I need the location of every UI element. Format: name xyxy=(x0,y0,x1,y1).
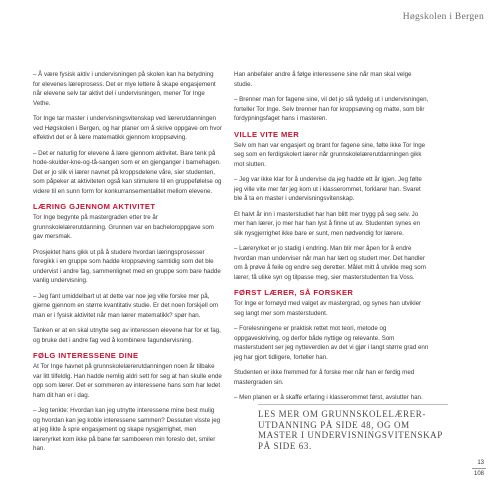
body-paragraph: Selv om han var engasjert og brant for fagene sine, følte ikke Tor Inge seg som en ferdigskolert lærer når grunnskolelærerutdanningen gikk mot slutten. xyxy=(234,141,426,168)
body-paragraph: – Jeg var ikke klar for å undervise da jeg hadde ett år igjen. Jeg følte jeg ville vite mer før jeg kom ut i klasserommet, forklarer han. Svaret ble å ta en master i undervisningsvitenskap. xyxy=(234,176,422,202)
body-paragraph: – Brenner man for fagene sine, vil det jo slå tydelig ut i undervisningen, forteller Tor Inge. Selv brenner han for kroppsøving og matte, som blir fordypningsfaget hans i masteren. xyxy=(234,96,429,122)
body-paragraph: Et halvt år inn i masterstudiet har han blitt mer trygg på seg selv. Jo mer han lærer, jo mer har han lyst å finne ut av. Studenten synes en slik nysgjerrighet ikke bare er sunt, men nødvendig for lærere. xyxy=(234,210,420,237)
body-paragraph: – Å være fysisk aktiv i undervisningen på skolen kan ha betydning for elevenes læreprosess. Det er mye lettere å skape engasjement når elevene selv tar aktivt del i undervisningen, mener Tor Inge Vethe. xyxy=(33,71,216,107)
section-heading: FØRST LÆRER, SÅ FORSKER xyxy=(234,288,354,297)
right-column xyxy=(234,70,430,409)
body-paragraph: – Jeg fant umiddelbart ut at dette var noe jeg ville forske mer på, gjerne gjennom en større kvantitativ studie. Er det noen forskjell om man er i fysisk aktivitet når man lærer matematikk? spør han. xyxy=(33,292,219,319)
body-paragraph: – Jeg tenkte: Hvordan kan jeg utnytte interessene mine best mulig og hvordan kan jeg koble interessene sammen? Dessuten visste jeg at jeg likte å spre engasjement og skape nysgjerrighet, men læreryrket kom ikke på bane før samboeren min foreslo det, smiler han. xyxy=(33,407,221,452)
section-heading: VILLE VITE MER xyxy=(234,129,300,139)
body-paragraph: – Det er naturlig for elevene å lære gjennom aktivitet. Bare tenk på hode-skulder-kne-og-tå-sangen som er en gjenganger i barnehagen. Det er jo slik vi lærer navnet på kroppsdelene våre, sier studenten, som påpeker at aktiviteten også kan stimulere til en gruppefølelse og videre til en sunn form for konkurransementalitet mellom elevene. xyxy=(33,149,222,195)
body-paragraph: Han anbefaler andre å følge interessene sine når man skal velge studie. xyxy=(234,71,412,88)
body-paragraph: Studenten er ikke fremmed for å forske mer når han er ferdig med mastergraden sin. xyxy=(234,369,415,386)
institution-header: Høgskolen i Bergen xyxy=(402,12,484,22)
body-paragraph: Tanken er at en skal utnytte seg av interessen elevene har for et fag, og bruke det i andre fag ved å kombinere fagundervisning. xyxy=(33,327,221,344)
body-paragraph: – Men planen er å skaffe erfaring i klasserommet først, avslutter han. xyxy=(234,394,423,401)
page-number-top: 13 xyxy=(477,460,484,466)
body-paragraph: – Læreryrket er jo stadig i endring. Man blir mer åpen for å endre hvordan man underviser når man har lært og studert mer. Det handler om å prøve å feile og endre seg deretter. Målet mitt å utvikle meg som lærer, få ulike syn og tilpasse meg, sier masterstudenten fra Voss. xyxy=(234,245,426,281)
left-column xyxy=(33,70,222,460)
section-heading: LÆRING GJENNOM AKTIVITET xyxy=(33,202,156,211)
page-number-bottom: 108 xyxy=(473,471,484,477)
body-paragraph: Tor Inge er fornøyd med valget av mastergrad, og synes han utvikler seg langt mer som masterstudent. xyxy=(234,300,422,317)
body-paragraph: At Tor Inge havnet på grunnskolelærerutdanningen noen år tilbake var litt tilfeldig. Han hadde nemlig aldri sett for seg at han skulle ende opp som lærer. Det er sommeren av interessene hans som har ledet ham dit han er i dag. xyxy=(33,363,222,399)
body-paragraph: Tor Inge tar master i undervisningsvitenskap ved lærerutdanningen ved Høgskolen i Bergen, og har planer om å skrive oppgave om hvor effektivt det er å lære matematikk gjennom kroppsøving. xyxy=(33,115,222,141)
page-number-divider xyxy=(472,468,486,469)
body-paragraph: – Forelesningene er praktisk rettet mot teori, metode og oppgaveskriving, og derfor både nyttige og relevante. Som masterstudent ser jeg nytteverdien av det vi gjør i langt større grad enn jeg har gjort tidligere, forteller han. xyxy=(234,325,429,361)
callout-text: LES MER OM GRUNNSKOLELÆRER-UTDANNING PÅ SIDE 48, OG OM MASTER I UNDERVISNINGSVITENSKAP PÅ SIDE 63. xyxy=(258,409,443,451)
section-heading: FØLG INTERESSENE DINE xyxy=(33,351,139,360)
read-more-callout xyxy=(258,404,448,451)
body-paragraph: Tor Inge begynte på mastergraden etter tre år grunnskolelærerutdanning. Grunnen var en bacheloroppgave som gav mersmak. xyxy=(33,214,214,240)
body-paragraph: Prosjektet hans gikk ut på å studere hvordan læringsprosesser foregikk i en gruppe som hadde kroppsøving samtidig som det ble undervist i andre fag, sammenlignet med en gruppe som bare hadde vanlig undervisning. xyxy=(33,248,221,284)
